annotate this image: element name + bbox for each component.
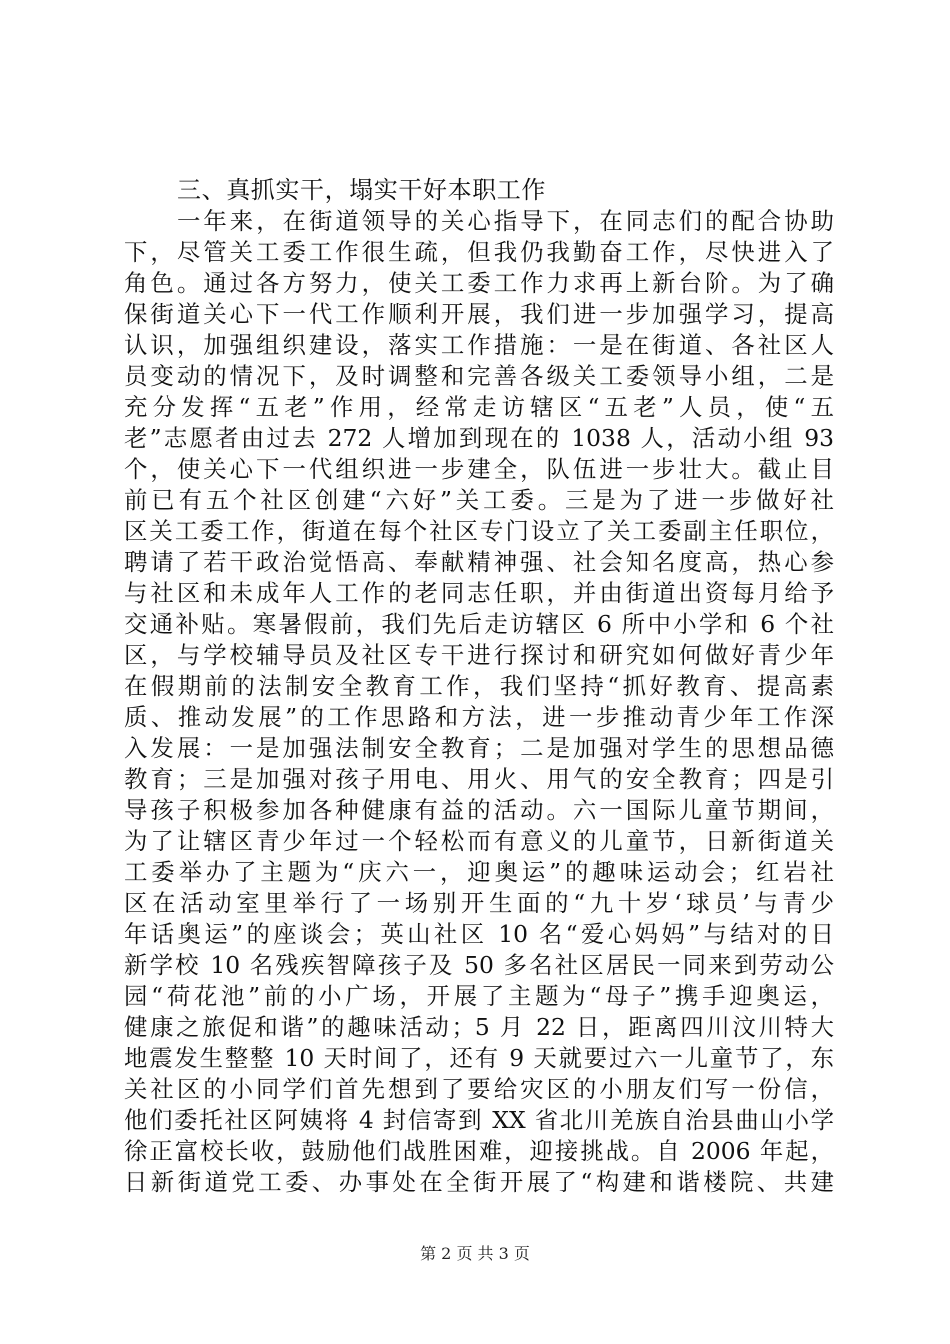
text-line: 区关工委工作，街道在每个社区专门设立了关工委副主任职位， bbox=[124, 517, 834, 545]
text-line: 在假期前的法制安全教育工作，我们坚持“抓好教育、提高素 bbox=[124, 672, 834, 700]
text-line: 保街道关心下一代工作顺利开展，我们进一步加强学习，提高 bbox=[124, 300, 834, 328]
text-line: 充分发挥“五老”作用，经常走访辖区“五老”人员，使“五 bbox=[124, 393, 834, 421]
text-line: 个，使关心下一代组织进一步建全，队伍进一步壮大。截止目 bbox=[124, 455, 834, 483]
text-line: 认识，加强组织建设，落实工作措施：一是在街道、各社区人 bbox=[124, 331, 834, 359]
text-line: 质、推动发展”的工作思路和方法，进一步推动青少年工作深 bbox=[124, 703, 834, 731]
text-line: 工委举办了主题为“庆六一，迎奥运”的趣味运动会；红岩社 bbox=[124, 858, 834, 886]
text-line: 地震发生整整 10 天时间了，还有 9 天就要过六一儿童节了，东 bbox=[124, 1044, 834, 1072]
text-line: 下，尽管关工委工作很生疏，但我仍我勤奋工作，尽快进入了 bbox=[124, 238, 834, 266]
text-line: 年话奥运”的座谈会；英山社区 10 名“爱心妈妈”与结对的日 bbox=[124, 920, 834, 948]
text-line: 导孩子积极参加各种健康有益的活动。六一国际儿童节期间， bbox=[124, 796, 834, 824]
text-line: 聘请了若干政治觉悟高、奉献精神强、社会知名度高，热心参 bbox=[124, 548, 834, 576]
text-line: 关社区的小同学们首先想到了要给灾区的小朋友们写一份信， bbox=[124, 1075, 834, 1103]
text-line: 入发展：一是加强法制安全教育；二是加强对学生的思想品德 bbox=[124, 734, 834, 762]
text-line: 健康之旅促和谐”的趣味活动；5 月 22 日，距离四川汶川特大 bbox=[124, 1013, 834, 1041]
text-line: 园“荷花池”前的小广场，开展了主题为“母子”携手迎奥运， bbox=[124, 982, 834, 1010]
text-line: 他们委托社区阿姨将 4 封信寄到 XX 省北川羌族自治县曲山小学 bbox=[124, 1106, 834, 1134]
text-line: 徐正富校长收，鼓励他们战胜困难，迎接挑战。自 2006 年起， bbox=[124, 1137, 834, 1165]
text-line: 员变动的情况下，及时调整和完善各级关工委领导小组，二是 bbox=[124, 362, 834, 390]
page-footer: 第 2 页 共 3 页 bbox=[420, 1244, 530, 1263]
text-line: 新学校 10 名残疾智障孩子及 50 多名社区居民一同来到劳动公 bbox=[124, 951, 834, 979]
text-line: 角色。通过各方努力，使关工委工作力求再上新台阶。为了确 bbox=[124, 269, 834, 297]
text-line: 交通补贴。寒暑假前，我们先后走访辖区 6 所中小学和 6 个社 bbox=[124, 610, 834, 638]
text-line: 区，与学校辅导员及社区专干进行探讨和研究如何做好青少年 bbox=[124, 641, 834, 669]
text-line: 日新街道党工委、办事处在全街开展了“构建和谐楼院、共建 bbox=[124, 1168, 834, 1196]
section-heading: 三、真抓实干，塌实干好本职工作 bbox=[177, 176, 546, 204]
text-line: 与社区和未成年人工作的老同志任职，并由街道出资每月给予 bbox=[124, 579, 834, 607]
text-line: 教育；三是加强对孩子用电、用火、用气的安全教育；四是引 bbox=[124, 765, 834, 793]
text-line: 为了让辖区青少年过一个轻松而有意义的儿童节，日新街道关 bbox=[124, 827, 834, 855]
text-line: 老”志愿者由过去 272 人增加到现在的 1038 人，活动小组 93 bbox=[124, 424, 834, 452]
body-text bbox=[124, 206, 834, 1198]
text-line: 一年来，在街道领导的关心指导下，在同志们的配合协助 bbox=[177, 207, 834, 235]
text-line: 区在活动室里举行了一场别开生面的“九十岁‘球员’与青少 bbox=[124, 889, 834, 917]
text-line: 前已有五个社区创建“六好”关工委。三是为了进一步做好社 bbox=[124, 486, 834, 514]
